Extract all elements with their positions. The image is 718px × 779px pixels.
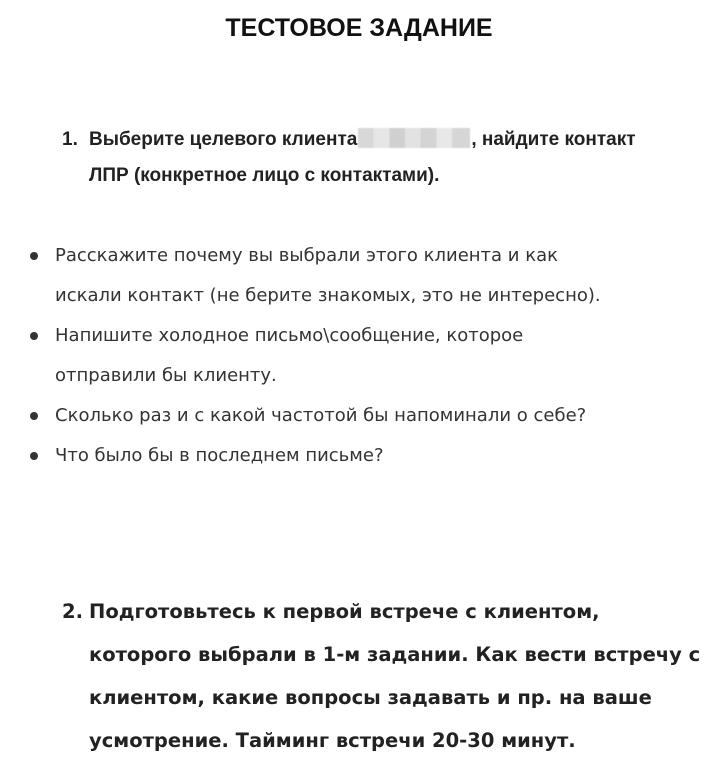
bullet-line: искали контакт (не берите знакомых, это не интересно). — [55, 285, 601, 306]
bullet-line: Расскажите почему вы выбрали этого клиента и как — [55, 245, 558, 266]
task-1-text-before-redaction: Выберите целевого клиента — [89, 129, 358, 150]
task-2-line: клиентом, какие вопросы задавать и пр. на ваше — [89, 686, 652, 709]
bullet-line: Сколько раз и с какой частотой бы напоминали о себе? — [55, 405, 587, 426]
bullet-item — [28, 236, 698, 316]
bullet-dot-icon — [30, 252, 38, 260]
task-1-line-2: ЛПР (конкретное лицо с контактами). — [89, 165, 440, 186]
bullet-item — [28, 316, 698, 396]
bullet-dot-icon — [30, 332, 38, 340]
bullet-dot-icon — [30, 452, 38, 460]
task-1 — [62, 122, 702, 194]
task-1-text-after-redaction: , найдите контакт — [471, 129, 636, 150]
task-2-text: Подготовьтесь к первой встрече с клиентом, — [89, 600, 600, 623]
bullet-line: Что было бы в последнем письме? — [55, 445, 384, 466]
task-2-line: которого выбрали в 1-м задании. Как вести встречу с — [89, 643, 701, 666]
task-2-line-1 — [62, 590, 712, 633]
page-title: ТЕСТОВОЕ ЗАДАНИЕ — [225, 14, 493, 42]
redacted-client-name — [358, 128, 470, 148]
task-1-bullet-list — [28, 236, 698, 476]
bullet-line: отправили бы клиенту. — [55, 365, 277, 386]
bullet-line: Напишите холодное письмо\сообщение, которое — [55, 325, 524, 346]
task-1-number: 1. — [62, 129, 78, 150]
task-2 — [62, 590, 712, 762]
task-2-number: 2. — [62, 600, 83, 623]
bullet-dot-icon — [30, 412, 38, 420]
bullet-item — [28, 436, 698, 476]
task-2-line: усмотрение. Тайминг встречи 20-30 минут. — [89, 729, 576, 752]
task-1-line-1 — [62, 122, 702, 158]
bullet-item — [28, 396, 698, 436]
